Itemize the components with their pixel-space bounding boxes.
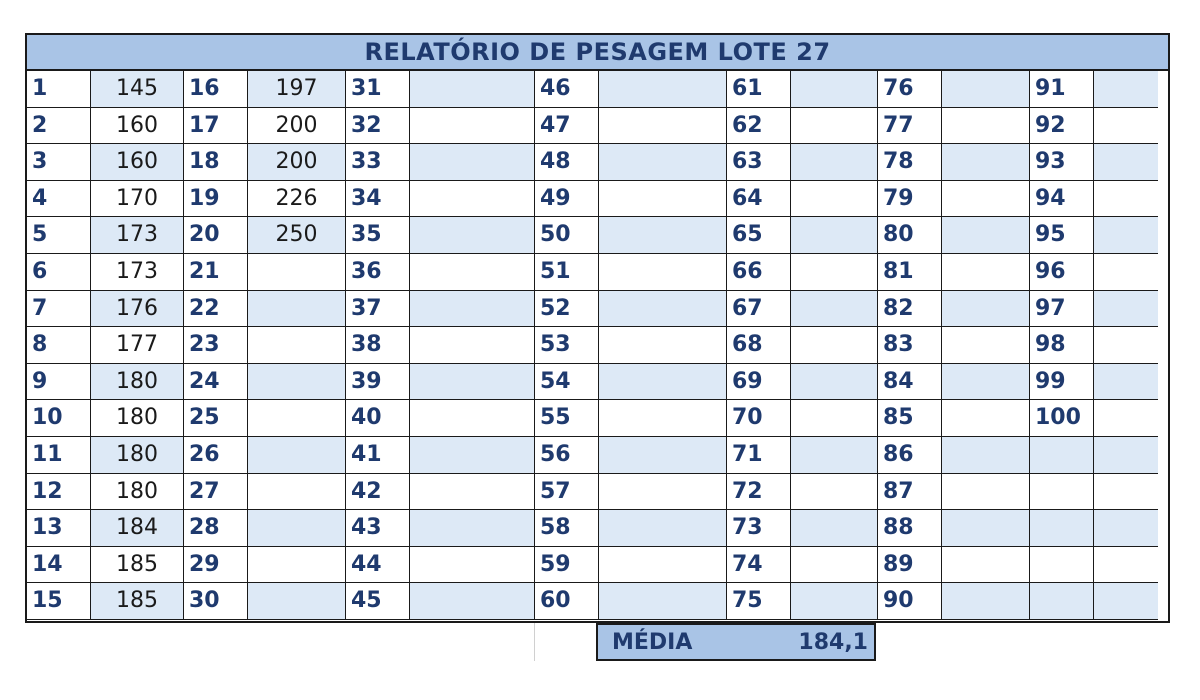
row-number: 79 bbox=[878, 181, 942, 218]
row-number: 61 bbox=[727, 71, 791, 108]
row-number: 59 bbox=[535, 547, 599, 584]
row-number: 58 bbox=[535, 510, 599, 547]
weight-value: 197 bbox=[248, 71, 346, 108]
row-number: 53 bbox=[535, 327, 599, 364]
weight-value bbox=[791, 217, 878, 254]
weight-value bbox=[599, 437, 727, 474]
row-number: 96 bbox=[1030, 254, 1094, 291]
row-number: 55 bbox=[535, 400, 599, 437]
weight-value: 177 bbox=[91, 327, 184, 364]
row-number: 37 bbox=[346, 291, 410, 328]
row-number: 25 bbox=[184, 400, 248, 437]
row-number: 42 bbox=[346, 474, 410, 511]
weight-value bbox=[1094, 291, 1158, 328]
weight-value: 173 bbox=[91, 217, 184, 254]
weight-value bbox=[248, 291, 346, 328]
weight-value bbox=[942, 400, 1030, 437]
weight-value bbox=[942, 181, 1030, 218]
row-number: 57 bbox=[535, 474, 599, 511]
weight-value: 180 bbox=[91, 474, 184, 511]
weight-value bbox=[1094, 254, 1158, 291]
row-number: 35 bbox=[346, 217, 410, 254]
row-number: 31 bbox=[346, 71, 410, 108]
row-number: 83 bbox=[878, 327, 942, 364]
weight-value bbox=[410, 254, 535, 291]
row-number: 97 bbox=[1030, 291, 1094, 328]
weight-value bbox=[248, 254, 346, 291]
weight-value bbox=[410, 510, 535, 547]
row-number: 67 bbox=[727, 291, 791, 328]
weight-value bbox=[1094, 217, 1158, 254]
weight-value bbox=[599, 400, 727, 437]
weight-value bbox=[599, 254, 727, 291]
weight-value bbox=[791, 364, 878, 401]
row-number: 28 bbox=[184, 510, 248, 547]
weight-value bbox=[791, 547, 878, 584]
weight-value: 250 bbox=[248, 217, 346, 254]
weight-value bbox=[410, 583, 535, 620]
weight-value bbox=[599, 217, 727, 254]
weight-value bbox=[599, 108, 727, 145]
row-number: 52 bbox=[535, 291, 599, 328]
row-number: 19 bbox=[184, 181, 248, 218]
weight-value bbox=[791, 510, 878, 547]
weight-value bbox=[791, 144, 878, 181]
row-number: 72 bbox=[727, 474, 791, 511]
weight-value bbox=[248, 364, 346, 401]
row-number: 22 bbox=[184, 291, 248, 328]
row-number: 64 bbox=[727, 181, 791, 218]
row-number: 13 bbox=[27, 510, 91, 547]
weight-value bbox=[248, 327, 346, 364]
weight-value: 185 bbox=[91, 583, 184, 620]
weighing-report-table bbox=[25, 33, 1170, 623]
row-number: 46 bbox=[535, 71, 599, 108]
weight-value bbox=[791, 254, 878, 291]
weight-value bbox=[942, 547, 1030, 584]
weight-value bbox=[599, 583, 727, 620]
weight-value: 180 bbox=[91, 364, 184, 401]
weight-value bbox=[410, 217, 535, 254]
weight-value bbox=[942, 364, 1030, 401]
weight-value bbox=[248, 583, 346, 620]
weight-value: 145 bbox=[91, 71, 184, 108]
weight-value bbox=[942, 108, 1030, 145]
weight-value bbox=[1094, 71, 1158, 108]
weight-value bbox=[942, 583, 1030, 620]
row-number: 65 bbox=[727, 217, 791, 254]
row-number: 9 bbox=[27, 364, 91, 401]
weight-value bbox=[942, 474, 1030, 511]
row-number: 16 bbox=[184, 71, 248, 108]
row-number: 15 bbox=[27, 583, 91, 620]
row-number: 26 bbox=[184, 437, 248, 474]
weight-value bbox=[1094, 400, 1158, 437]
weight-value bbox=[791, 108, 878, 145]
weight-value: 180 bbox=[91, 437, 184, 474]
row-number bbox=[1030, 510, 1094, 547]
weight-value bbox=[599, 181, 727, 218]
row-number: 69 bbox=[727, 364, 791, 401]
row-number: 82 bbox=[878, 291, 942, 328]
row-number: 8 bbox=[27, 327, 91, 364]
weight-value: 170 bbox=[91, 181, 184, 218]
row-number: 40 bbox=[346, 400, 410, 437]
row-number: 49 bbox=[535, 181, 599, 218]
row-number: 7 bbox=[27, 291, 91, 328]
row-number: 12 bbox=[27, 474, 91, 511]
weight-value bbox=[248, 437, 346, 474]
row-number: 29 bbox=[184, 547, 248, 584]
row-number: 20 bbox=[184, 217, 248, 254]
row-number bbox=[1030, 474, 1094, 511]
weight-value bbox=[410, 108, 535, 145]
weights-grid bbox=[27, 71, 1168, 621]
row-number: 88 bbox=[878, 510, 942, 547]
weight-value bbox=[599, 547, 727, 584]
row-number bbox=[1030, 583, 1094, 620]
weight-value bbox=[942, 291, 1030, 328]
weight-value bbox=[791, 437, 878, 474]
report-title: RELATÓRIO DE PESAGEM LOTE 27 bbox=[27, 35, 1168, 71]
row-number bbox=[1030, 437, 1094, 474]
row-number: 38 bbox=[346, 327, 410, 364]
weight-value: 200 bbox=[248, 108, 346, 145]
row-number: 76 bbox=[878, 71, 942, 108]
weight-value bbox=[791, 291, 878, 328]
weight-value bbox=[942, 71, 1030, 108]
row-number: 36 bbox=[346, 254, 410, 291]
row-number: 33 bbox=[346, 144, 410, 181]
row-number: 60 bbox=[535, 583, 599, 620]
weight-value bbox=[410, 291, 535, 328]
row-number: 14 bbox=[27, 547, 91, 584]
weight-value: 173 bbox=[91, 254, 184, 291]
weight-value bbox=[410, 181, 535, 218]
weight-value bbox=[599, 474, 727, 511]
weight-value bbox=[410, 437, 535, 474]
weight-value bbox=[1094, 547, 1158, 584]
row-number: 62 bbox=[727, 108, 791, 145]
row-number: 21 bbox=[184, 254, 248, 291]
row-number: 85 bbox=[878, 400, 942, 437]
row-number: 87 bbox=[878, 474, 942, 511]
row-number: 27 bbox=[184, 474, 248, 511]
row-number: 5 bbox=[27, 217, 91, 254]
row-number: 75 bbox=[727, 583, 791, 620]
row-number: 99 bbox=[1030, 364, 1094, 401]
row-number: 80 bbox=[878, 217, 942, 254]
weight-value bbox=[248, 474, 346, 511]
row-number: 77 bbox=[878, 108, 942, 145]
weight-value bbox=[599, 327, 727, 364]
row-number: 71 bbox=[727, 437, 791, 474]
row-number: 32 bbox=[346, 108, 410, 145]
row-number: 100 bbox=[1030, 400, 1094, 437]
weight-value bbox=[1094, 437, 1158, 474]
row-number: 68 bbox=[727, 327, 791, 364]
row-number: 10 bbox=[27, 400, 91, 437]
row-number: 2 bbox=[27, 108, 91, 145]
row-number: 43 bbox=[346, 510, 410, 547]
row-number: 84 bbox=[878, 364, 942, 401]
row-number: 44 bbox=[346, 547, 410, 584]
row-number: 74 bbox=[727, 547, 791, 584]
weight-value bbox=[791, 474, 878, 511]
weight-value bbox=[410, 71, 535, 108]
weight-value: 180 bbox=[91, 400, 184, 437]
row-number: 98 bbox=[1030, 327, 1094, 364]
row-number: 23 bbox=[184, 327, 248, 364]
weight-value bbox=[791, 583, 878, 620]
weight-value bbox=[1094, 474, 1158, 511]
row-number: 1 bbox=[27, 71, 91, 108]
mean-box bbox=[596, 623, 876, 661]
weight-value bbox=[942, 437, 1030, 474]
row-number: 66 bbox=[727, 254, 791, 291]
row-number: 78 bbox=[878, 144, 942, 181]
weight-value bbox=[942, 144, 1030, 181]
row-number: 56 bbox=[535, 437, 599, 474]
row-number: 45 bbox=[346, 583, 410, 620]
row-number: 63 bbox=[727, 144, 791, 181]
row-number: 41 bbox=[346, 437, 410, 474]
weight-value bbox=[1094, 364, 1158, 401]
weight-value: 184 bbox=[91, 510, 184, 547]
row-number: 94 bbox=[1030, 181, 1094, 218]
weight-value bbox=[248, 510, 346, 547]
row-number: 4 bbox=[27, 181, 91, 218]
weight-value bbox=[248, 400, 346, 437]
row-number: 90 bbox=[878, 583, 942, 620]
weight-value bbox=[410, 400, 535, 437]
row-number: 54 bbox=[535, 364, 599, 401]
row-number: 70 bbox=[727, 400, 791, 437]
weight-value bbox=[791, 181, 878, 218]
mean-label: MÉDIA bbox=[612, 630, 693, 655]
weight-value bbox=[410, 144, 535, 181]
weight-value bbox=[1094, 108, 1158, 145]
weight-value bbox=[1094, 510, 1158, 547]
weight-value bbox=[942, 510, 1030, 547]
row-number: 30 bbox=[184, 583, 248, 620]
weight-value bbox=[791, 400, 878, 437]
row-number: 24 bbox=[184, 364, 248, 401]
weight-value bbox=[942, 254, 1030, 291]
row-number bbox=[1030, 547, 1094, 584]
row-number: 47 bbox=[535, 108, 599, 145]
row-number: 48 bbox=[535, 144, 599, 181]
row-number: 11 bbox=[27, 437, 91, 474]
weight-value bbox=[410, 474, 535, 511]
weight-value bbox=[1094, 144, 1158, 181]
weight-value bbox=[1094, 327, 1158, 364]
divider-line bbox=[534, 623, 535, 661]
weight-value bbox=[942, 217, 1030, 254]
weight-value bbox=[410, 364, 535, 401]
weight-value: 160 bbox=[91, 144, 184, 181]
weight-value bbox=[791, 327, 878, 364]
row-number: 34 bbox=[346, 181, 410, 218]
row-number: 73 bbox=[727, 510, 791, 547]
weight-value bbox=[1094, 583, 1158, 620]
row-number: 95 bbox=[1030, 217, 1094, 254]
weight-value bbox=[248, 547, 346, 584]
weight-value bbox=[1094, 181, 1158, 218]
row-number: 51 bbox=[535, 254, 599, 291]
row-number: 17 bbox=[184, 108, 248, 145]
weight-value: 200 bbox=[248, 144, 346, 181]
weight-value bbox=[599, 71, 727, 108]
weight-value bbox=[410, 547, 535, 584]
row-number: 89 bbox=[878, 547, 942, 584]
row-number: 3 bbox=[27, 144, 91, 181]
mean-value: 184,1 bbox=[798, 630, 868, 655]
weight-value: 160 bbox=[91, 108, 184, 145]
row-number: 50 bbox=[535, 217, 599, 254]
row-number: 93 bbox=[1030, 144, 1094, 181]
row-number: 86 bbox=[878, 437, 942, 474]
row-number: 39 bbox=[346, 364, 410, 401]
weight-value: 176 bbox=[91, 291, 184, 328]
row-number: 18 bbox=[184, 144, 248, 181]
row-number: 92 bbox=[1030, 108, 1094, 145]
weight-value: 226 bbox=[248, 181, 346, 218]
weight-value bbox=[599, 291, 727, 328]
row-number: 6 bbox=[27, 254, 91, 291]
weight-value bbox=[942, 327, 1030, 364]
weight-value bbox=[791, 71, 878, 108]
weight-value bbox=[599, 510, 727, 547]
weight-value bbox=[410, 327, 535, 364]
weight-value: 185 bbox=[91, 547, 184, 584]
weight-value bbox=[599, 144, 727, 181]
row-number: 91 bbox=[1030, 71, 1094, 108]
weight-value bbox=[599, 364, 727, 401]
row-number: 81 bbox=[878, 254, 942, 291]
